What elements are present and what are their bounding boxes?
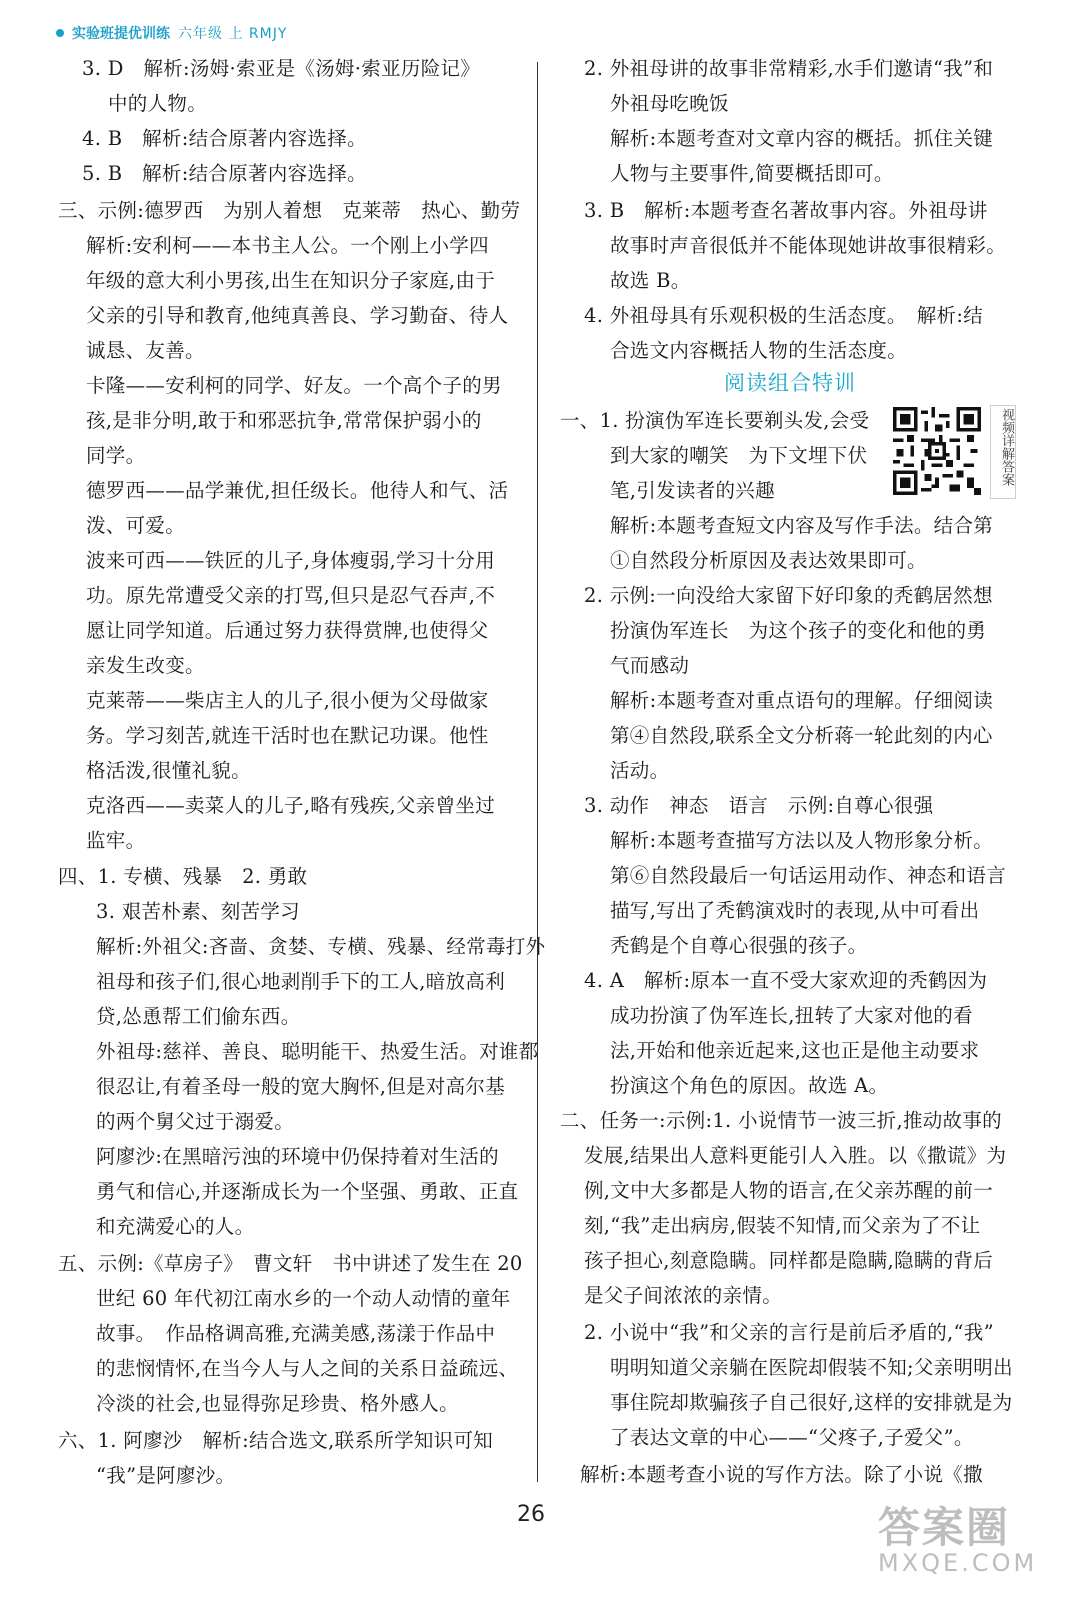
left-text-line: 五、示例:《草房子》 曹文轩 书中讲述了发生在 20: [58, 1252, 523, 1275]
right-text-line: 发展,结果出人意料更能引人入胜。以《撒谎》为: [584, 1144, 1007, 1167]
book-brand: 实验班提优训练: [72, 26, 170, 42]
right-text-line: 3. B 解析:本题考查名著故事内容。外祖母讲: [584, 199, 988, 222]
watermark-text: 答案圈: [878, 1503, 1011, 1552]
right-text-line: 故选 B。: [610, 269, 691, 292]
grade-label: 六年级 上 RMJY: [178, 26, 288, 42]
right-text-line: 第⑥自然段最后一句话运用动作、神态和语言: [610, 864, 1007, 887]
right-text-line: 解析:本题考查对重点语句的理解。仔细阅读: [610, 689, 994, 712]
right-text-line: 解析:本题考查描写方法以及人物形象分析。: [610, 829, 994, 852]
left-text-line: “我”是阿廖沙。: [96, 1464, 236, 1487]
left-text-line: 监牢。: [86, 829, 146, 852]
right-text-line: 活动。: [610, 759, 670, 782]
right-text-line: 笔,引发读者的兴趣: [610, 479, 775, 502]
right-text-line: 事住院却欺骗孩子自己很好,这样的安排就是为: [610, 1391, 1013, 1414]
page-number: 26: [517, 1502, 545, 1527]
left-text-line: 泼、可爱。: [86, 514, 186, 537]
right-text-line: ①自然段分析原因及表达效果即可。: [610, 549, 927, 572]
left-text-line: 阿廖沙:在黑暗污浊的环境中仍保持着对生活的: [96, 1145, 499, 1168]
right-text-line: 2. 示例:一向没给大家留下好印象的秃鹤居然想: [584, 584, 993, 607]
left-text-line: 4. B 解析:结合原著内容选择。: [82, 127, 367, 150]
left-text-line: 故事。 作品格调高雅,充满美感,荡漾于作品中: [96, 1322, 496, 1345]
right-text-line: 人物与主要事件,简要概括即可。: [610, 162, 894, 185]
right-text-line: 描写,写出了秃鹤演戏时的表现,从中可看出: [610, 899, 980, 922]
right-text-line: 外祖母吃晚饭: [610, 92, 729, 115]
right-text-line: 法,开始和他亲近起来,这也正是他主动要求: [610, 1039, 980, 1062]
right-text-line: 扮演这个角色的原因。故选 A。: [610, 1074, 889, 1097]
right-text-line: 一、1. 扮演伪军连长要剃头发,会受: [560, 409, 870, 432]
section-title: 阅读组合特训: [724, 371, 856, 395]
right-text-line: 例,文中大多都是人物的语言,在父亲苏醒的前一: [584, 1179, 993, 1202]
left-text-line: 世纪 60 年代初江南水乡的一个动人动情的童年: [96, 1287, 511, 1310]
left-text-line: 很忍让,有着圣母一般的宽大胸怀,但是对高尔基: [96, 1075, 505, 1098]
column-divider: [537, 62, 538, 1482]
left-text-line: 功。原先常遭受父亲的打骂,但只是忍气吞声,不: [86, 584, 495, 607]
left-text-line: 孩,是非分明,敢于和邪恶抗争,常常保护弱小的: [86, 409, 482, 432]
left-text-line: 外祖母:慈祥、善良、聪明能干、热爱生活。对谁都: [96, 1040, 539, 1063]
watermark-logo: [878, 1495, 1038, 1590]
left-text-line: 的两个舅父过于溺爱。: [96, 1110, 295, 1133]
left-text-line: 务。学习刻苦,就连干活时也在默记功课。他性: [86, 724, 489, 747]
left-text-line: 3. 艰苦朴素、刻苦学习: [96, 900, 300, 923]
left-text-line: 3. D 解析:汤姆·索亚是《汤姆·索亚历险记》: [82, 57, 481, 80]
left-text-line: 克洛西——卖菜人的儿子,略有残疾,父亲曾坐过: [86, 794, 495, 817]
left-text-line: 的悲悯情怀,在当今人与人之间的关系日益疏远、: [96, 1357, 519, 1380]
right-text-line: 故事时声音很低并不能体现她讲故事很精彩。: [610, 234, 1007, 257]
right-text-line: 4. 外祖母具有乐观积极的生活态度。 解析:结: [584, 304, 984, 327]
right-text-line: 4. A 解析:原本一直不受大家欢迎的秃鹤因为: [584, 969, 988, 992]
right-text-line: 是父子间浓浓的亲情。: [584, 1284, 783, 1307]
right-text-line: 合选文内容概括人物的生活态度。: [610, 339, 908, 362]
left-text-line: 愿让同学知道。后通过努力获得赏牌,也使得父: [86, 619, 489, 642]
right-text-line: 秃鹤是个自尊心很强的孩子。: [610, 934, 868, 957]
left-text-line: 克莱蒂——柴店主人的儿子,很小便为父母做家: [86, 689, 489, 712]
left-text-line: 解析:安利柯——本书主人公。一个刚上小学四: [86, 234, 489, 257]
left-text-line: 解析:外祖父:吝啬、贪婪、专横、残暴、经常毒打外: [96, 935, 546, 958]
qr-code-icon[interactable]: [890, 407, 984, 495]
watermark-url: MXQE.COM: [878, 1549, 1038, 1577]
right-text-line: 2. 外祖母讲的故事非常精彩,水手们邀请“我”和: [584, 57, 994, 80]
right-text-line: 第④自然段,联系全文分析蒋一轮此刻的内心: [610, 724, 993, 747]
left-text-line: 亲发生改变。: [86, 654, 205, 677]
page-header: [56, 22, 287, 44]
right-text-line: 3. 动作 神态 语言 示例:自尊心很强: [584, 794, 934, 817]
right-text-line: 2. 小说中“我”和父亲的言行是前后矛盾的,“我”: [584, 1321, 994, 1344]
right-text-line: 了表达文章的中心——“父疼子,子爱父”。: [610, 1426, 974, 1449]
right-text-line: 解析:本题考查短文内容及写作手法。结合第: [610, 514, 994, 537]
right-text-line: 明明知道父亲躺在医院却假装不知;父亲明明出: [610, 1356, 1013, 1379]
right-text-line: 二、任务一:示例:1. 小说情节一波三折,推动故事的: [560, 1109, 1002, 1132]
qr-caption: 视频详解答案: [990, 405, 1016, 499]
right-text-line: 成功扮演了伪军连长,扭转了大家对他的看: [610, 1004, 973, 1027]
left-text-line: 六、1. 阿廖沙 解析:结合选文,联系所学知识可知: [58, 1429, 494, 1452]
left-text-line: 勇气和信心,并逐渐成长为一个坚强、勇敢、正直: [96, 1180, 519, 1203]
left-text-line: 贷,怂恿帮工们偷东西。: [96, 1005, 301, 1028]
right-text-line: 刻,“我”走出病房,假装不知情,而父亲为了不让: [584, 1214, 981, 1237]
left-text-line: 祖母和孩子们,很心地剥削手下的工人,暗放高利: [96, 970, 505, 993]
left-text-line: 四、1. 专横、残暴 2. 勇敢: [58, 865, 308, 888]
bullet-icon: [56, 29, 64, 37]
left-text-line: 年级的意大利小男孩,出生在知识分子家庭,由于: [86, 269, 495, 292]
left-text-line: 冷淡的社会,也显得弥足珍贵、格外感人。: [96, 1392, 459, 1415]
left-text-line: 三、示例:德罗西 为别人着想 克莱蒂 热心、勤劳: [58, 199, 521, 222]
left-text-line: 卡隆——安利柯的同学、好友。一个高个子的男: [86, 374, 502, 397]
left-text-line: 父亲的引导和教育,他纯真善良、学习勤奋、待人: [86, 304, 509, 327]
left-text-line: 中的人物。: [108, 92, 208, 115]
left-text-line: 同学。: [86, 444, 146, 467]
left-text-line: 诚恳、友善。: [86, 339, 205, 362]
right-text-line: 孩子担心,刻意隐瞒。同样都是隐瞒,隐瞒的背后: [584, 1249, 993, 1272]
left-text-line: 5. B 解析:结合原著内容选择。: [82, 162, 367, 185]
right-text-line: 解析:本题考查对文章内容的概括。抓住关键: [610, 127, 994, 150]
right-text-line: 扮演伪军连长 为这个孩子的变化和他的勇: [610, 619, 987, 642]
right-text-line: 解析:本题考查小说的写作方法。除了小说《撒: [580, 1463, 983, 1486]
left-text-line: 和充满爱心的人。: [96, 1215, 255, 1238]
right-text-line: 到大家的嘲笑 为下文埋下伏: [610, 444, 868, 467]
right-text-line: 气而感动: [610, 654, 690, 677]
left-text-line: 格活泼,很懂礼貌。: [86, 759, 251, 782]
left-text-line: 波来可西——铁匠的儿子,身体瘦弱,学习十分用: [86, 549, 495, 572]
left-text-line: 德罗西——品学兼优,担任级长。他待人和气、活: [86, 479, 509, 502]
